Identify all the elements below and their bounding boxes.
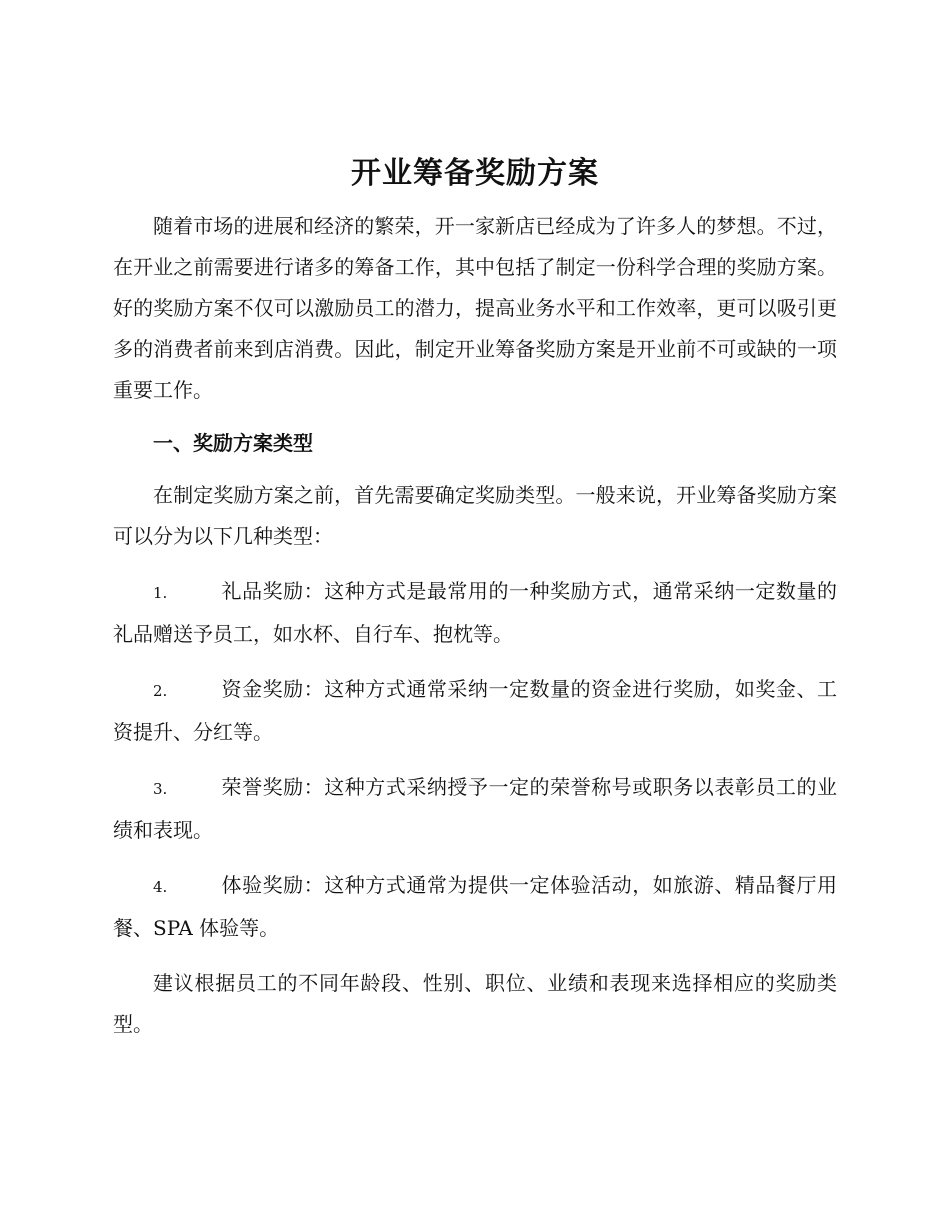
list-item [113, 571, 837, 655]
list-item-text: 体验奖励：这种方式通常为提供一定体验活动，如旅游、精品餐厅用餐、SPA 体验等。 [113, 873, 837, 940]
reward-type-list [113, 571, 837, 949]
document-body [113, 148, 837, 1045]
list-item-text: 荣誉奖励：这种方式采纳授予一定的荣誉称号或职务以表彰员工的业绩和表现。 [113, 775, 837, 842]
list-item-text: 礼品奖励：这种方式是最常用的一种奖励方式，通常采纳一定数量的礼品赠送予员工，如水杯、自行车、抱枕等。 [113, 579, 837, 646]
list-item-number: 3. [153, 780, 168, 798]
document-title: 开业筹备奖励方案 [351, 156, 599, 191]
list-item [113, 865, 837, 949]
section-lead-paragraph: 在制定奖励方案之前，首先需要确定奖励类型。一般来说，开业筹备奖励方案可以分为以下几种类型： [113, 483, 837, 548]
intro-paragraph: 随着市场的进展和经济的繁荣，开一家新店已经成为了许多人的梦想。不过，在开业之前需要进行诸多的筹备工作，其中包括了制定一份科学合理的奖励方案。好的奖励方案不仅可以激励员工的潜力，提高业务水平和工作效率，更可以吸引更多的消费者前来到店消费。因此，制定开业筹备奖励方案是开业前不可或缺的一项重要工作。 [113, 214, 837, 402]
list-item-number: 2. [153, 682, 168, 700]
list-item-number: 1. [153, 584, 168, 602]
section-heading-reward-types: 一、奖励方案类型 [153, 431, 313, 455]
closing-paragraph: 建议根据员工的不同年龄段、性别、职位、业绩和表现来选择相应的奖励类型。 [113, 971, 837, 1036]
list-item [113, 767, 837, 851]
list-item [113, 669, 837, 753]
list-item-number: 4. [153, 878, 168, 896]
list-item-text: 资金奖励：这种方式通常采纳一定数量的资金进行奖励，如奖金、工资提升、分红等。 [113, 677, 837, 744]
